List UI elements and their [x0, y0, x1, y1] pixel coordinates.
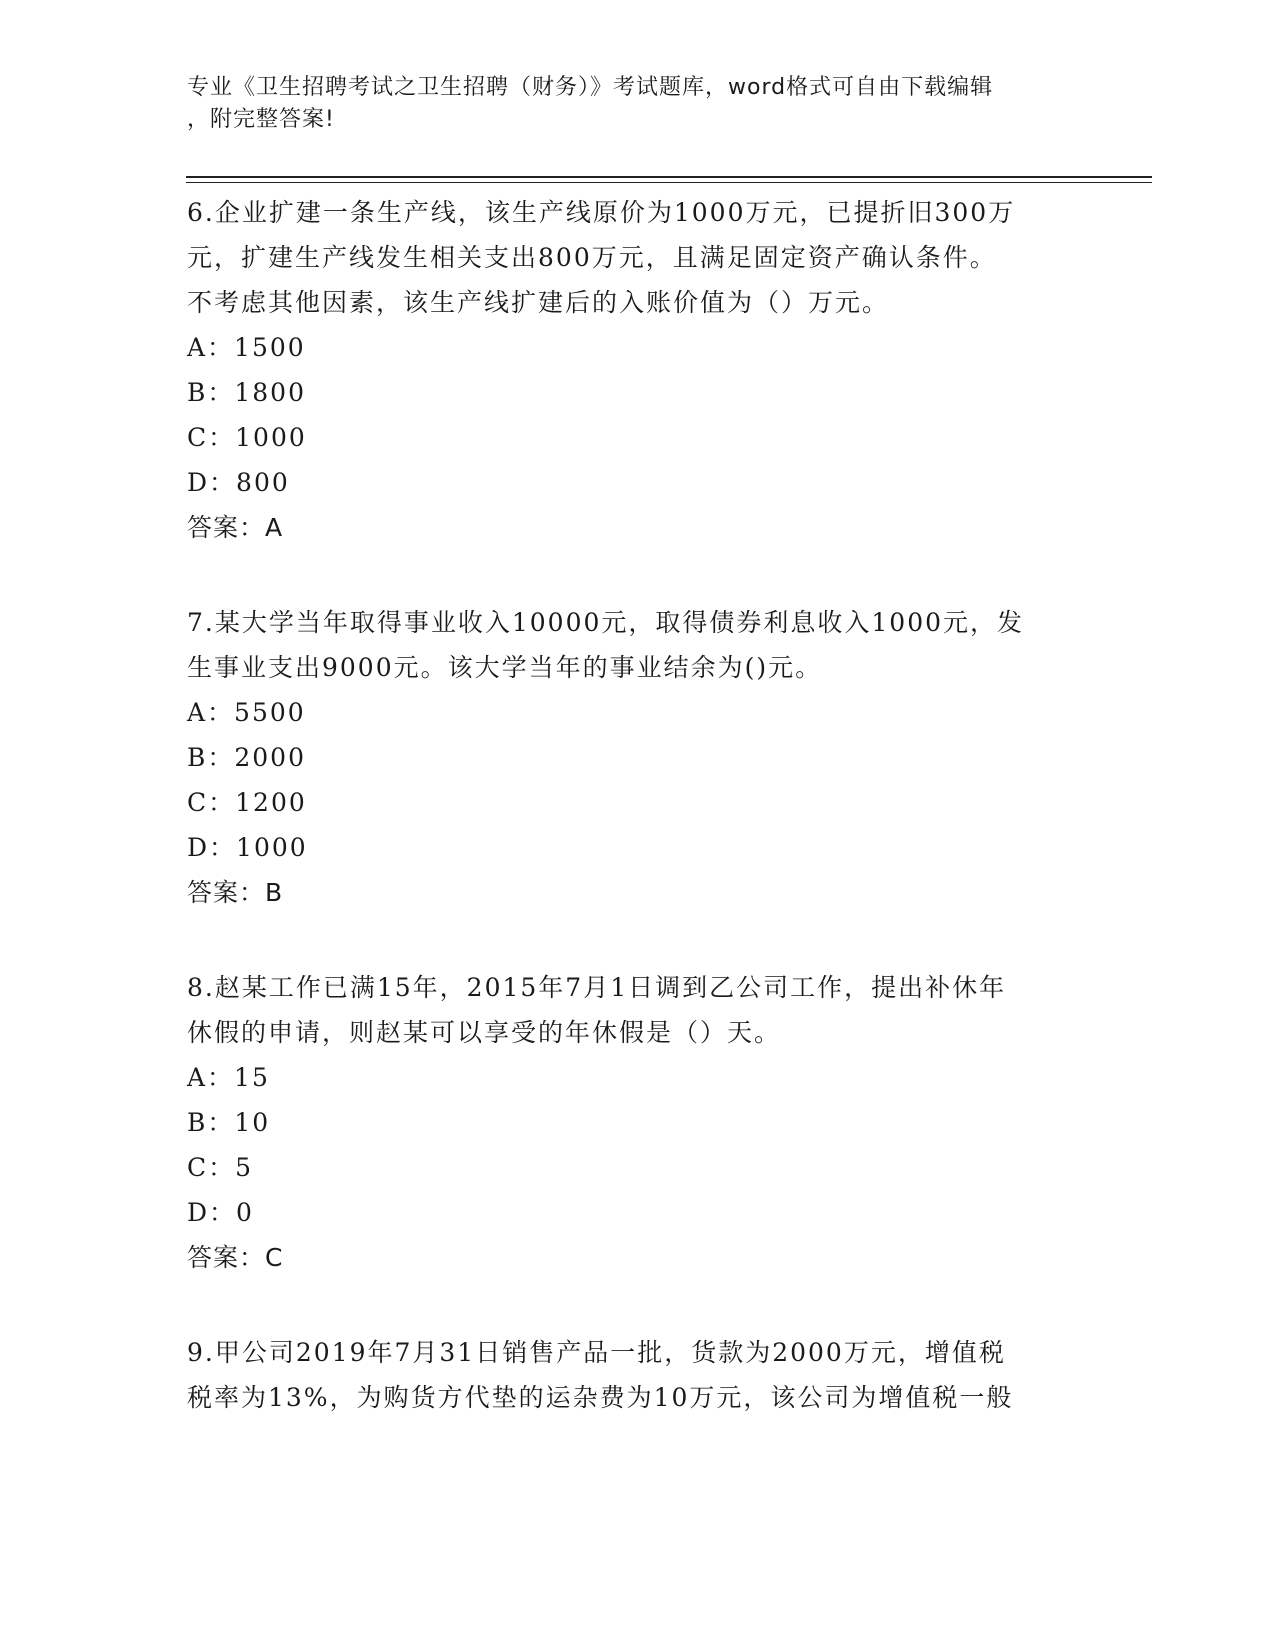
question-stem-line: 生事业支出9000元。该大学当年的事业结余为()元。	[187, 653, 823, 682]
header-divider-thick	[186, 176, 1152, 178]
answer-line: 答案：C	[187, 1243, 284, 1272]
document-header	[187, 72, 1087, 136]
question-stem-line: 税率为13%，为购货方代垫的运杂费为10万元，该公司为增值税一般	[187, 1383, 1014, 1412]
question-stem-line: 休假的申请，则赵某可以享受的年休假是（）天。	[187, 1018, 782, 1047]
option-b: B：10	[187, 1108, 271, 1137]
question-7	[187, 600, 1087, 915]
option-a: A：15	[187, 1063, 270, 1092]
header-divider-thin	[186, 182, 1152, 183]
option-d: D：0	[187, 1198, 254, 1227]
option-c: C：1000	[187, 423, 307, 452]
answer-line: 答案：B	[187, 878, 284, 907]
question-stem-line: 元，扩建生产线发生相关支出800万元，且满足固定资产确认条件。	[187, 243, 997, 272]
question-stem-line: 6.企业扩建一条生产线，该生产线原价为1000万元，已提折旧300万	[187, 198, 1016, 227]
option-d: D：800	[187, 468, 290, 497]
option-c: C：1200	[187, 788, 307, 817]
question-list	[187, 190, 1087, 1470]
option-b: B：2000	[187, 743, 306, 772]
question-stem-line: 不考虑其他因素，该生产线扩建后的入账价值为（）万元。	[187, 288, 890, 317]
question-6	[187, 190, 1087, 550]
header-line-2: ，附完整答案!	[187, 107, 335, 132]
option-d: D：1000	[187, 833, 308, 862]
question-9	[187, 1330, 1087, 1420]
header-line-1: 专业《卫生招聘考试之卫生招聘（财务）》考试题库，word格式可自由下载编辑	[187, 75, 994, 100]
answer-line: 答案：A	[187, 513, 284, 542]
question-8	[187, 965, 1087, 1280]
option-a: A：5500	[187, 698, 306, 727]
option-c: C：5	[187, 1153, 254, 1182]
question-stem-line: 8.赵某工作已满15年，2015年7月1日调到乙公司工作，提出补休年	[187, 973, 1007, 1002]
option-b: B：1800	[187, 378, 306, 407]
question-stem-line: 9.甲公司2019年7月31日销售产品一批，货款为2000万元，增值税	[187, 1338, 1006, 1367]
option-a: A：1500	[187, 333, 306, 362]
question-stem-line: 7.某大学当年取得事业收入10000元，取得债券利息收入1000元，发	[187, 608, 1025, 637]
